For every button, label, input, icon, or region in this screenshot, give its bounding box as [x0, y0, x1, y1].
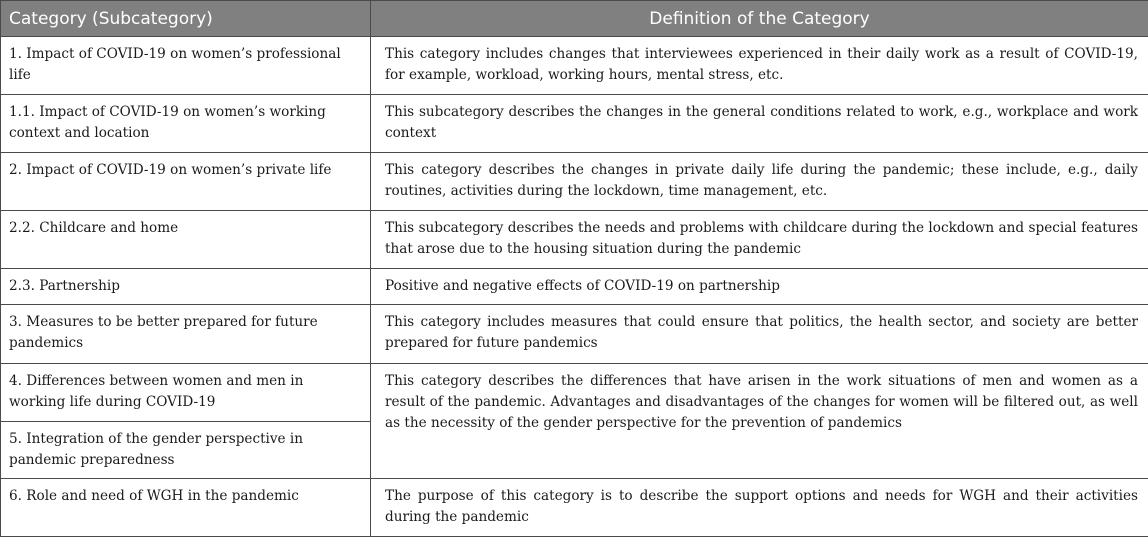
table-header-row	[1, 1, 1148, 37]
definition-cell: This category includes measures that could ensure that politics, the health sector, and society are better prepared for future pandemics	[371, 305, 1148, 364]
table-row	[1, 95, 1148, 153]
table-row	[1, 37, 1148, 95]
definition-cell: This subcategory describes the needs and problems with childcare during the lockdown and special features that arose due to the housing situation during the pandemic	[371, 211, 1148, 269]
definition-column-header: Definition of the Category	[371, 1, 1148, 37]
category-cell: 5. Integration of the gender perspective in pandemic preparedness	[1, 422, 371, 479]
table-row	[1, 364, 1148, 422]
table-row	[1, 153, 1148, 211]
table-row	[1, 269, 1148, 305]
definition-cell: The purpose of this category is to describe the support options and needs for WGH and their activities during the pandemic	[371, 479, 1148, 537]
definition-cell: Positive and negative effects of COVID-19 on partnership	[371, 269, 1148, 305]
category-cell: 1.1. Impact of COVID-19 on women’s working context and location	[1, 95, 371, 153]
table-row	[1, 211, 1148, 269]
definition-cell: This category includes changes that interviewees experienced in their daily work as a result of COVID-19, for example, workload, working hours, mental stress, etc.	[371, 37, 1148, 95]
category-column-header: Category (Subcategory)	[1, 1, 371, 37]
category-cell: 1. Impact of COVID-19 on women’s professional life	[1, 37, 371, 95]
category-cell: 4. Differences between women and men in working life during COVID-19	[1, 364, 371, 422]
table-row	[1, 479, 1148, 537]
category-cell: 2. Impact of COVID-19 on women’s private life	[1, 153, 371, 211]
category-cell: 2.3. Partnership	[1, 269, 371, 305]
table-row	[1, 305, 1148, 364]
definition-cell: This subcategory describes the changes in the general conditions related to work, e.g., workplace and work context	[371, 95, 1148, 153]
category-cell: 6. Role and need of WGH in the pandemic	[1, 479, 371, 537]
definition-cell: This category describes the differences that have arisen in the work situations of men and women as a result of the pandemic. Advantages and disadvantages of the changes for women will be filtered out, as well as the necessity of the gender perspective for the prevention of pandemics	[371, 364, 1148, 479]
category-cell: 3. Measures to be better prepared for future pandemics	[1, 305, 371, 364]
definition-cell: This category describes the changes in private daily life during the pandemic; these include, e.g., daily routines, activities during the lockdown, time management, etc.	[371, 153, 1148, 211]
category-cell: 2.2. Childcare and home	[1, 211, 371, 269]
